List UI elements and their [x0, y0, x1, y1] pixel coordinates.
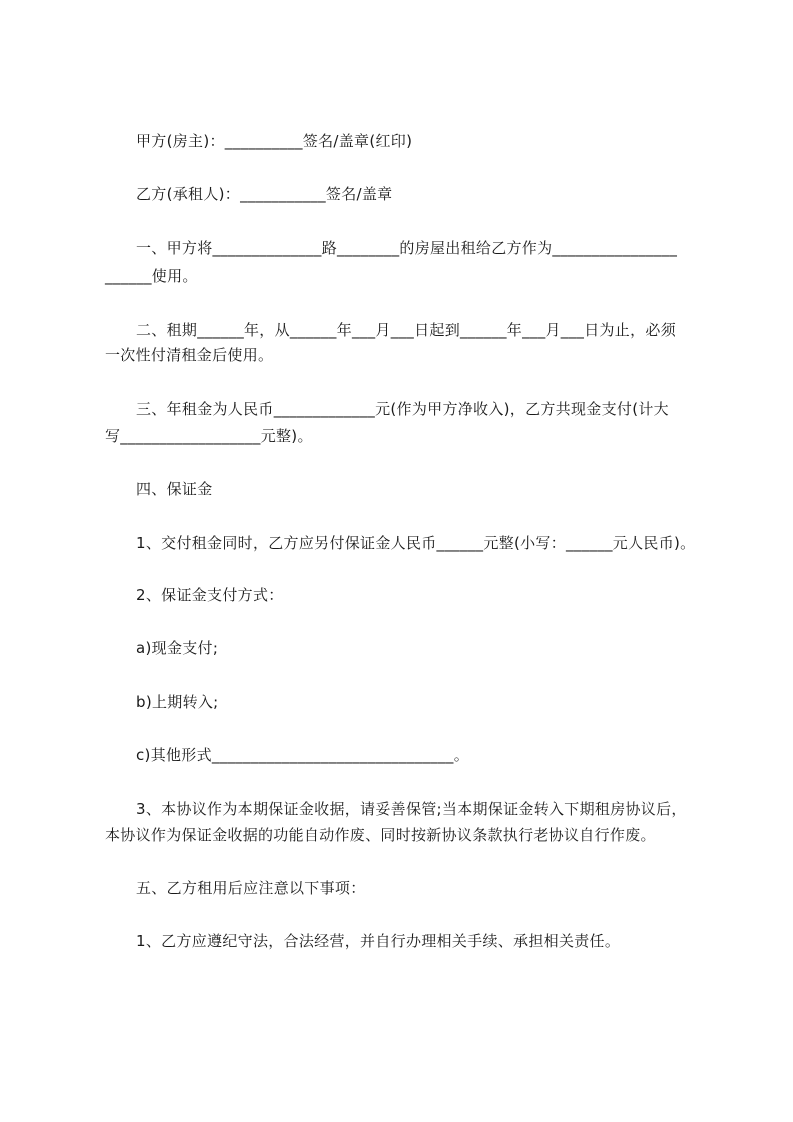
clause-1-line-1: 一、甲方将______________路________的房屋出租给乙方作为________________	[136, 239, 678, 257]
notice-item-1: 1、乙方应遵纪守法，合法经营，并自行办理相关手续、承担相关责任。	[136, 932, 621, 950]
party-b-signature-line: 乙方(承租人)：___________签名/盖章	[136, 185, 393, 203]
clause-3-line-2: 写__________________元整)。	[105, 427, 313, 445]
payment-option-c: c)其他形式_______________________________。	[136, 746, 469, 764]
deposit-item-3-line-1: 3、本协议作为本期保证金收据，请妥善保管;当本期保证金转入下期租房协议后，	[136, 800, 687, 818]
party-a-signature-line: 甲方(房主)：__________签名/盖章(红印)	[136, 132, 413, 150]
deposit-item-2: 2、保证金支付方式：	[136, 586, 284, 604]
section-5-title: 五、乙方租用后应注意以下事项：	[136, 879, 366, 897]
deposit-item-1: 1、交付租金同时，乙方应另付保证金人民币______元整(小写：______元人民币)。	[136, 534, 696, 552]
clause-2-line-1: 二、租期______年，从______年___月___日起到______年___月___日为止，必须	[136, 321, 677, 339]
clause-3-line-1: 三、年租金为人民币_____________元(作为甲方净收入)，乙方共现金支付(计大	[136, 400, 669, 418]
clause-1-line-2: ______使用。	[105, 267, 198, 285]
payment-option-a: a)现金支付;	[136, 639, 219, 657]
clause-2-line-2: 一次性付清租金后使用。	[105, 346, 274, 364]
deposit-item-3-line-2: 本协议作为保证金收据的功能自动作废、同时按新协议条款执行老协议自行作废。	[105, 826, 656, 844]
payment-option-b: b)上期转入;	[136, 693, 219, 711]
section-4-title: 四、保证金	[136, 480, 213, 498]
